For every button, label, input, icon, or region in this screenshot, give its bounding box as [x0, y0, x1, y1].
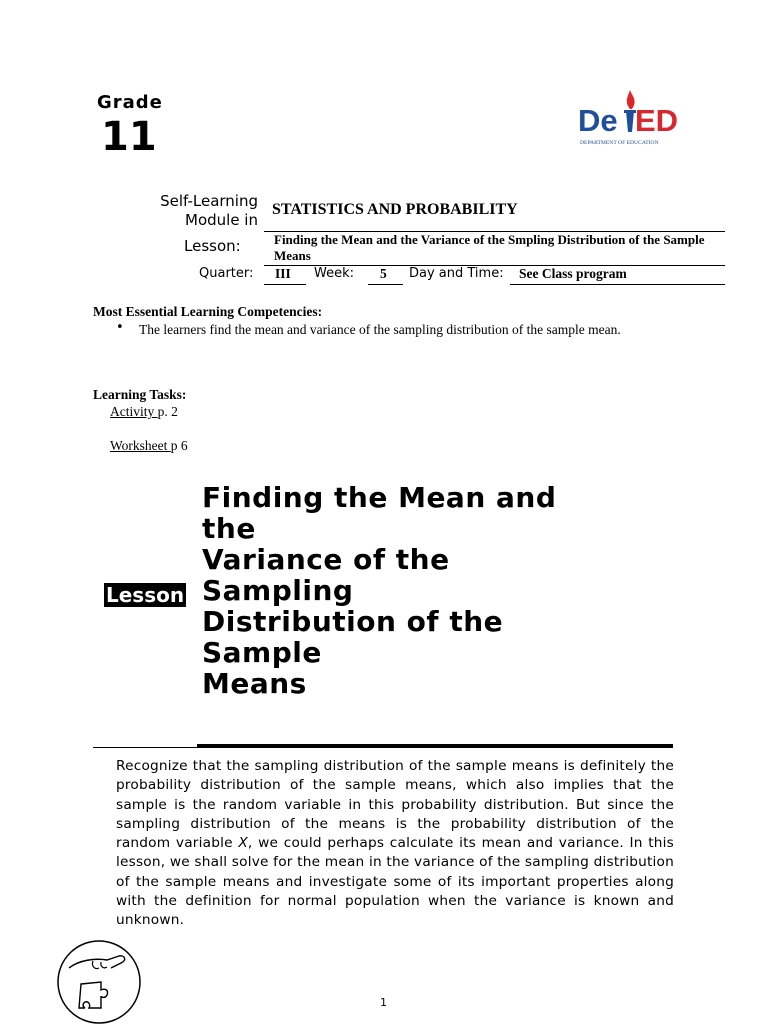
intro-variable-x: X — [238, 835, 248, 852]
logo-text-ed: ED — [635, 103, 679, 138]
intro-paragraph — [116, 757, 674, 931]
quarter-label: Quarter: — [199, 266, 254, 281]
lesson-big-title — [202, 482, 602, 699]
melc-item: The learners find the mean and variance of the sampling distribution of the sample mean. — [139, 322, 621, 337]
page-number: 1 — [380, 996, 387, 1009]
week-value: 5 — [380, 266, 387, 281]
logo-subtitle: DEPARTMENT OF EDUCATION — [580, 140, 659, 146]
day-time-underline — [510, 284, 725, 285]
divider-thin — [93, 747, 197, 748]
subject-title: STATISTICS AND PROBABILITY — [272, 201, 518, 218]
task-worksheet — [110, 438, 188, 454]
module-label: Self-Learning Module in — [160, 192, 258, 229]
intro-text-2: , we could perhaps calculate its mean and variance. In this lesson, we shall solve for the mean in the variance of the sampling distribution of the sample means and investigate some of its important properties along with the definition for normal population when the variance is known and unknown. — [116, 835, 674, 929]
lesson-badge: Lesson — [106, 583, 185, 607]
title-line: Distribution of the — [202, 605, 504, 638]
task-activity-link[interactable]: Activity — [110, 404, 158, 419]
intro-text-1: Recognize that the sampling distribution of the sample means is definitely the probability distribution of the sample means, which also implies that the sample is the random variable in this probability distribution. But since the sampling distribution of the means is the probability distribution of the random variable — [116, 758, 674, 852]
quarter-underline — [264, 284, 306, 285]
title-line: Variance of the — [202, 543, 450, 576]
divider-thick — [197, 744, 673, 748]
melc-bullet: • — [116, 320, 124, 335]
lesson-label: Lesson: — [184, 237, 241, 255]
deped-logo — [572, 84, 712, 152]
grade-label: Grade — [97, 92, 163, 113]
task-worksheet-link[interactable]: Worksheet — [110, 438, 171, 453]
title-line: Means — [202, 667, 307, 700]
title-line: Finding the Mean and — [202, 481, 557, 514]
task-activity-page: p. 2 — [157, 404, 178, 419]
title-line: the — [202, 512, 256, 545]
day-time-label: Day and Time: — [409, 266, 504, 281]
title-line: Sample — [202, 636, 322, 669]
tasks-heading: Learning Tasks: — [93, 387, 187, 402]
week-label: Week: — [314, 266, 354, 281]
lesson-title: Finding the Mean and the Variance of the Smpling Distribution of the Sample Means — [274, 232, 705, 263]
grade-number: 11 — [101, 114, 157, 160]
day-time-value: See Class program — [519, 266, 627, 281]
title-line: Sampling — [202, 574, 354, 607]
task-worksheet-page: p 6 — [170, 438, 188, 453]
hand-puzzle-piece-icon — [55, 938, 145, 1024]
week-underline — [368, 284, 403, 285]
task-activity — [110, 404, 178, 420]
melc-heading: Most Essential Learning Competencies: — [93, 304, 323, 319]
logo-text-de: De — [578, 103, 618, 138]
quarter-value: III — [275, 266, 291, 281]
